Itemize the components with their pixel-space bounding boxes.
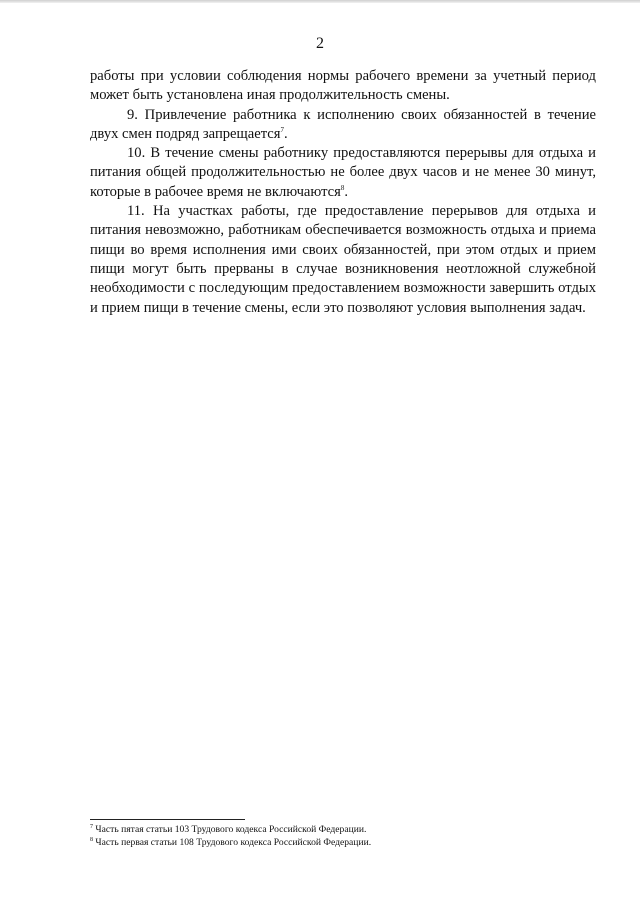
paragraph-item-9: [90, 106, 596, 145]
footnotes: [90, 823, 596, 849]
footnote-mark: 8: [90, 836, 93, 843]
paragraph-text: 9. Привлечение работника к исполнению своих обязанностей в течение двух смен подряд запрещается: [90, 106, 596, 142]
footnote-ref-7[interactable]: 7: [280, 126, 284, 135]
paragraph-item-11: [90, 202, 596, 318]
footnote-8: [90, 836, 596, 849]
paragraph-tail: .: [283, 125, 288, 142]
paragraph-tail: .: [344, 183, 348, 200]
footnote-mark: 7: [90, 823, 93, 830]
document-body: [90, 67, 596, 318]
paragraph-text: работы при условии соблюдения нормы рабочего времени за учетный период может быть установлена иная продолжительность смены.: [90, 68, 596, 104]
footnote-ref-8[interactable]: 8: [340, 183, 345, 192]
page-top-edge: [0, 0, 640, 3]
footnote-separator: [90, 819, 245, 820]
paragraph-item-10: [90, 144, 596, 202]
page-number: 2: [316, 35, 324, 52]
paragraph-continuation: [90, 67, 596, 106]
footnote-7: [90, 823, 596, 836]
paragraph-text: 10. В течение смены работнику предоставляются перерывы для отдыха и питания общей продолжительностью не более двух часов и не менее 30 минут, которые в рабочее время не включаются: [90, 145, 596, 200]
footnote-text: Часть первая статьи 108 Трудового кодекса Российской Федерации.: [95, 837, 372, 848]
footnote-text: Часть пятая статьи 103 Трудового кодекса Российской Федерации.: [95, 824, 367, 835]
paragraph-text: 11. На участках работы, где предоставление перерывов для отдыха и питания невозможно, работникам обеспечивается возможность отдыха и приема пищи во время исполнения ими своих обязанностей, при этом отдых и прием пищи могут быть прерваны в случае возникновения неотложной служебной необходимости с последующим предоставлением возможности завершить отдых и прием пищи в течение смены, если это позволяют условия выполнения задач.: [90, 203, 596, 316]
